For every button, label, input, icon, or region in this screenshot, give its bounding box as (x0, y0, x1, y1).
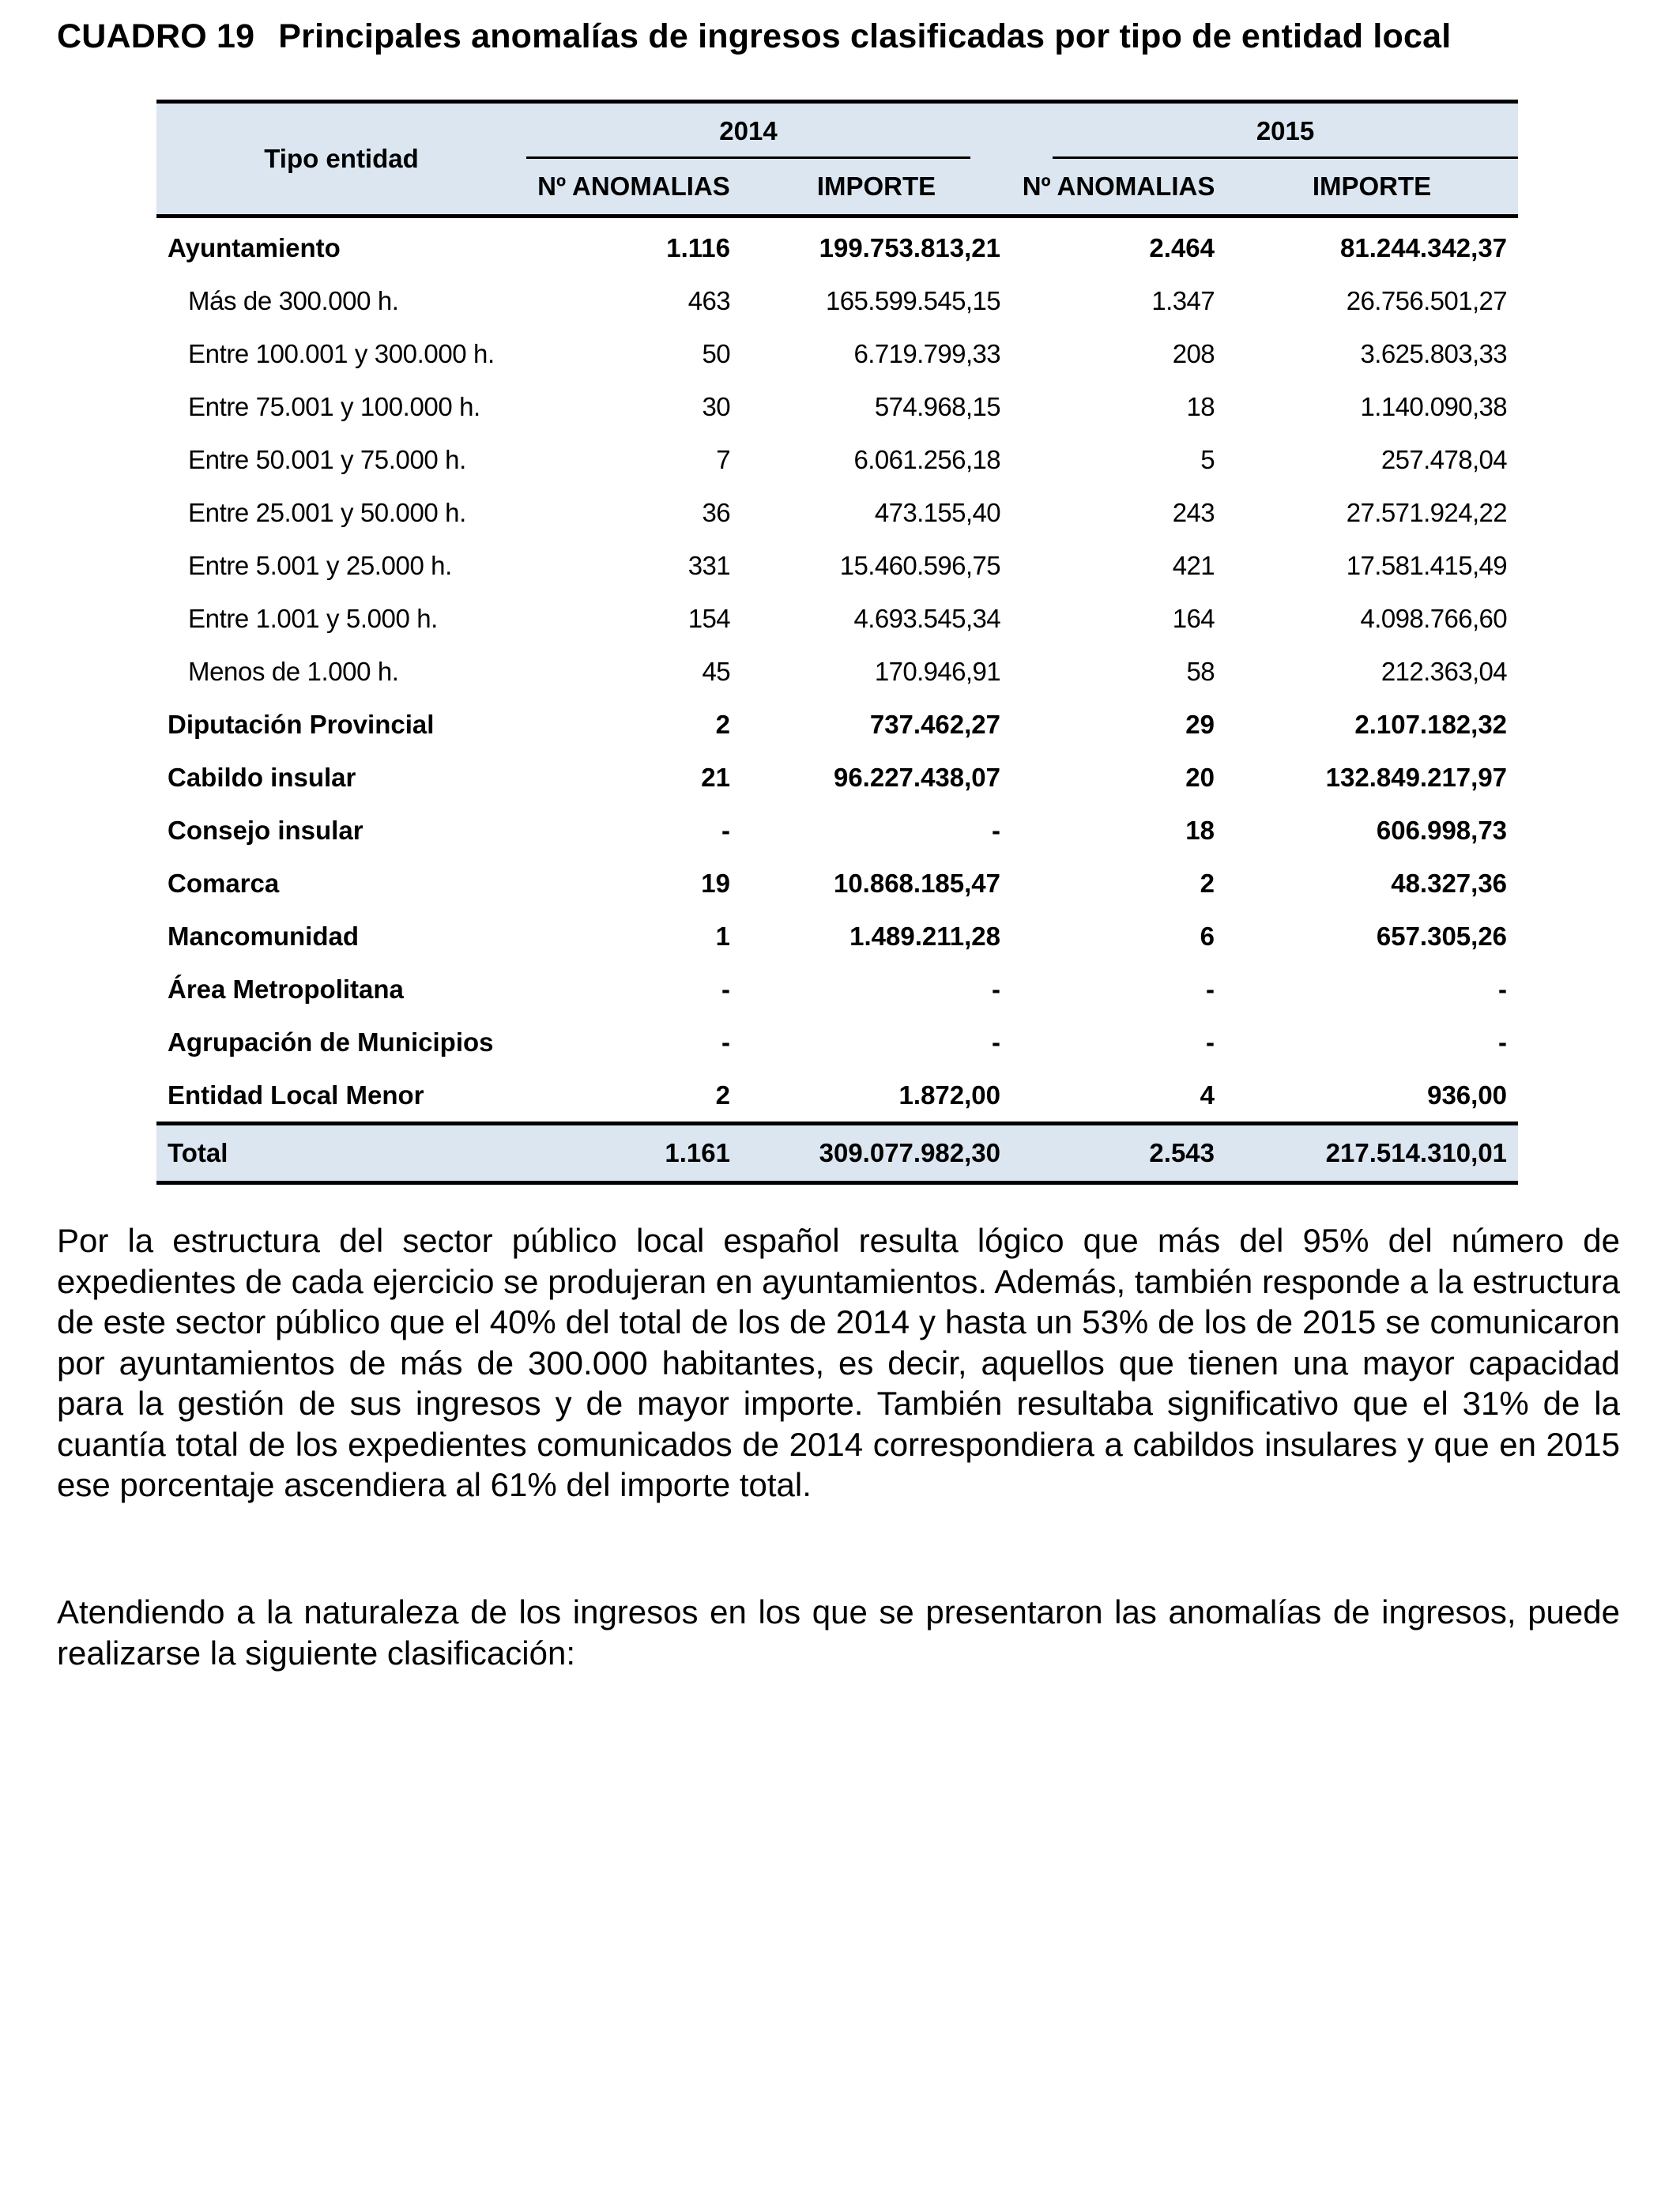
body-paragraph-1: Por la estructura del sector público local español resulta lógico que más del 95% del número de expedientes de cada ejercicio se produjeran en ayuntamientos. Además, también responde a la estructura de este sector público que el 40% del total de los de 2014 y hasta un 53% de los de 2015 se comunicaron por ayuntamientos de más de 300.000 habitantes, es decir, aquellos que tienen una mayor capacidad para la gestión de sus ingresos y de mayor importe. También resultaba significativo que el 31% de la cuantía total de los expedientes comunicados de 2014 correspondiera a cabildos insulares y que en 2015 ese porcentaje ascendiera al 61% del importe total. (57, 1222, 1620, 1503)
count-2015: 29 (1185, 709, 1215, 739)
table-row (156, 327, 1518, 380)
row-name: Diputación Provincial (168, 709, 435, 739)
amount-2015: 212.363,04 (1381, 656, 1508, 686)
header-count-2014: Nº ANOMALIAS (526, 159, 741, 217)
row-name: Entre 75.001 y 100.000 h. (188, 391, 480, 421)
table-row (156, 274, 1518, 327)
amount-2014: 10.868.185,47 (833, 868, 1001, 898)
count-2014: - (721, 974, 730, 1004)
count-2015: 20 (1185, 762, 1215, 792)
count-2014: - (721, 815, 730, 845)
table-row (156, 380, 1518, 433)
row-name: Agrupación de Municipios (168, 1027, 494, 1057)
amount-2015: - (1498, 974, 1508, 1004)
header-amount-2015: IMPORTE (1226, 159, 1518, 217)
amount-2014: 96.227.438,07 (833, 762, 1001, 792)
header-year-2015 (1011, 102, 1518, 160)
count-2014: 36 (702, 497, 730, 527)
amount-2014: - (992, 815, 1001, 845)
table-row (156, 751, 1518, 804)
count-2014: 463 (687, 285, 730, 315)
total-count-2014: 1.161 (526, 1124, 741, 1183)
amount-2014: 165.599.545,15 (826, 285, 1001, 315)
amount-2015: 17.581.415,49 (1346, 550, 1508, 580)
row-name: Cabildo insular (168, 762, 356, 792)
amount-2015: 257.478,04 (1381, 444, 1508, 474)
amount-2014: 199.753.813,21 (819, 232, 1001, 262)
amount-2015: 48.327,36 (1391, 868, 1508, 898)
row-name: Menos de 1.000 h. (188, 656, 399, 686)
table-row (156, 857, 1518, 910)
amount-2014: 4.693.545,34 (853, 603, 1001, 633)
header-count-2015: Nº ANOMALIAS (1011, 159, 1226, 217)
amount-2015: - (1498, 1027, 1508, 1057)
table-body (156, 217, 1518, 1183)
count-2015: 2.464 (1149, 232, 1215, 262)
table-caption (57, 17, 1451, 56)
amount-2014: 15.460.596,75 (839, 550, 1001, 580)
header-year-2015-rule (1053, 156, 1518, 159)
amount-2014: 6.719.799,33 (853, 338, 1001, 368)
caption-text: Principales anomalías de ingresos clasificadas por tipo de entidad local (278, 17, 1452, 55)
table-row (156, 963, 1518, 1016)
amount-2015: 936,00 (1427, 1080, 1508, 1110)
row-name: Entidad Local Menor (168, 1080, 424, 1110)
total-row-name: Total (156, 1124, 526, 1183)
table-row (156, 698, 1518, 751)
count-2015: 18 (1185, 815, 1215, 845)
amount-2015: 132.849.217,97 (1325, 762, 1508, 792)
amount-2014: 737.462,27 (869, 709, 1001, 739)
header-year-2014 (526, 102, 1011, 160)
total-row (156, 1124, 1518, 1183)
amount-2015: 606.998,73 (1376, 815, 1508, 845)
count-2014: 45 (702, 656, 730, 686)
table-row (156, 433, 1518, 486)
table-row (156, 217, 1518, 275)
row-name: Más de 300.000 h. (188, 285, 399, 315)
count-2015: 208 (1172, 338, 1215, 368)
row-name: Entre 5.001 y 25.000 h. (188, 550, 452, 580)
caption-number: CUADRO 19 (57, 17, 255, 55)
count-2014: 1 (715, 921, 730, 951)
table-row (156, 1069, 1518, 1124)
count-2014: 1.116 (666, 232, 730, 262)
total-count-2015: 2.543 (1011, 1124, 1226, 1183)
row-name: Consejo insular (168, 815, 363, 845)
table-row (156, 1016, 1518, 1069)
count-2015: 164 (1172, 603, 1215, 633)
count-2015: - (1206, 1027, 1215, 1057)
amount-2014: - (992, 1027, 1001, 1057)
count-2014: 19 (701, 868, 730, 898)
table-row (156, 910, 1518, 963)
body-paragraph-2: Atendiendo a la naturaleza de los ingresos en los que se presentaron las anomalías de ingresos, puede realizarse la siguiente clasificación: (57, 1593, 1620, 1672)
row-name: Entre 1.001 y 5.000 h. (188, 603, 438, 633)
count-2015: 2 (1200, 868, 1215, 898)
table-row (156, 804, 1518, 857)
count-2015: 6 (1200, 921, 1215, 951)
header-tipo-entidad: Tipo entidad (156, 102, 526, 217)
count-2014: 7 (716, 444, 730, 474)
header-year-2014-rule (526, 156, 970, 159)
count-2015: 243 (1172, 497, 1215, 527)
row-name: Entre 100.001 y 300.000 h. (188, 338, 495, 368)
row-name: Área Metropolitana (168, 974, 404, 1004)
count-2014: 154 (687, 603, 730, 633)
count-2015: 18 (1186, 391, 1215, 421)
header-year-2014-label: 2014 (719, 116, 778, 145)
count-2015: 58 (1186, 656, 1215, 686)
amount-2015: 26.756.501,27 (1346, 285, 1508, 315)
amount-2015: 3.625.803,33 (1360, 338, 1508, 368)
count-2014: 50 (702, 338, 730, 368)
row-name: Mancomunidad (168, 921, 360, 951)
table-row (156, 539, 1518, 592)
table-row (156, 592, 1518, 645)
row-name: Comarca (168, 868, 280, 898)
amount-2014: - (992, 974, 1001, 1004)
amount-2015: 27.571.924,22 (1346, 497, 1508, 527)
amount-2015: 657.305,26 (1376, 921, 1508, 951)
count-2014: 2 (715, 709, 730, 739)
row-name: Entre 25.001 y 50.000 h. (188, 497, 466, 527)
amount-2014: 170.946,91 (874, 656, 1001, 686)
amount-2015: 2.107.182,32 (1354, 709, 1508, 739)
count-2015: 421 (1172, 550, 1215, 580)
count-2015: 4 (1200, 1080, 1215, 1110)
count-2015: 1.347 (1151, 285, 1215, 315)
count-2015: 5 (1200, 444, 1215, 474)
row-name: Entre 50.001 y 75.000 h. (188, 444, 466, 474)
amount-2014: 6.061.256,18 (853, 444, 1001, 474)
amount-2015: 4.098.766,60 (1360, 603, 1508, 633)
count-2014: 21 (701, 762, 730, 792)
row-name: Ayuntamiento (168, 232, 341, 262)
amount-2014: 574.968,15 (874, 391, 1001, 421)
count-2015: - (1206, 974, 1215, 1004)
count-2014: - (721, 1027, 730, 1057)
amount-2014: 1.489.211,28 (849, 921, 1001, 951)
total-amount-2015: 217.514.310,01 (1226, 1124, 1518, 1183)
header-row-years (156, 102, 1518, 160)
anomalies-table (156, 100, 1518, 1185)
count-2014: 30 (702, 391, 730, 421)
table-row (156, 486, 1518, 539)
table-row (156, 645, 1518, 698)
amount-2015: 81.244.342,37 (1339, 232, 1508, 262)
count-2014: 331 (687, 550, 730, 580)
header-year-2015-label: 2015 (1256, 116, 1315, 145)
total-amount-2014: 309.077.982,30 (741, 1124, 1011, 1183)
count-2014: 2 (715, 1080, 730, 1110)
amount-2014: 473.155,40 (874, 497, 1001, 527)
amount-2015: 1.140.090,38 (1360, 391, 1508, 421)
header-amount-2014: IMPORTE (741, 159, 1011, 217)
amount-2014: 1.872,00 (898, 1080, 1001, 1110)
